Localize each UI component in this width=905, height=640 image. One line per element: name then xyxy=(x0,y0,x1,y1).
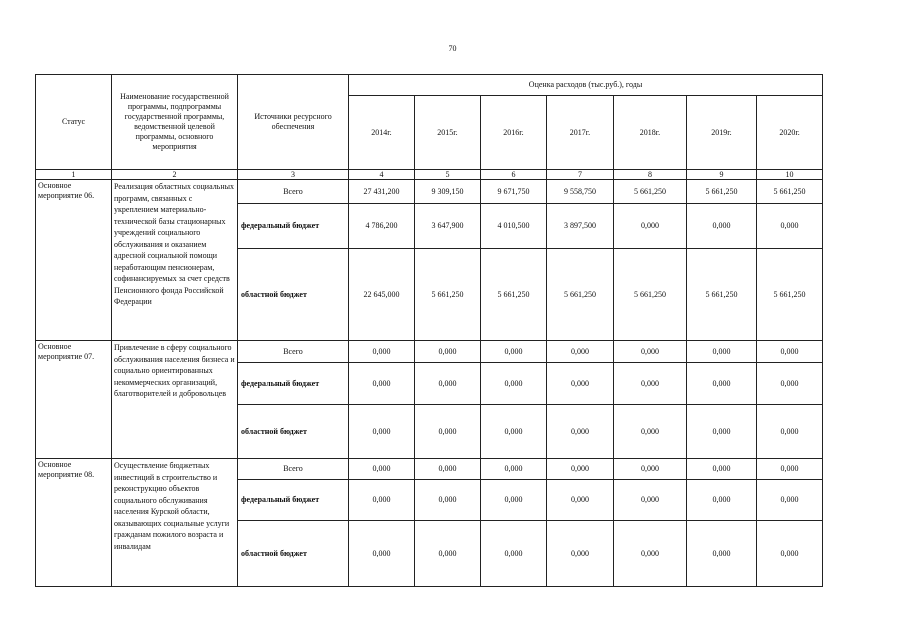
value-cell: 27 431,200 xyxy=(349,180,415,204)
value-cell: 5 661,250 xyxy=(757,249,823,341)
header-year: 2016г. xyxy=(481,96,547,170)
status-cell: Основное мероприятие 08. xyxy=(36,459,112,587)
column-number: 1 xyxy=(36,170,112,180)
value-cell: 5 661,250 xyxy=(614,249,687,341)
value-cell: 0,000 xyxy=(547,480,614,521)
value-cell: 0,000 xyxy=(481,480,547,521)
source-cell: областной бюджет xyxy=(238,405,349,459)
value-cell: 0,000 xyxy=(687,204,757,249)
column-number: 10 xyxy=(757,170,823,180)
value-cell: 0,000 xyxy=(349,341,415,363)
value-cell: 4 786,200 xyxy=(349,204,415,249)
value-cell: 0,000 xyxy=(415,459,481,480)
value-cell: 0,000 xyxy=(415,405,481,459)
value-cell: 0,000 xyxy=(547,459,614,480)
value-cell: 0,000 xyxy=(415,521,481,587)
header-year: 2020г. xyxy=(757,96,823,170)
value-cell: 9 309,150 xyxy=(415,180,481,204)
value-cell: 0,000 xyxy=(481,341,547,363)
value-cell: 0,000 xyxy=(614,521,687,587)
header-year: 2018г. xyxy=(614,96,687,170)
column-number: 5 xyxy=(415,170,481,180)
value-cell: 0,000 xyxy=(614,363,687,405)
value-cell: 0,000 xyxy=(481,459,547,480)
value-cell: 5 661,250 xyxy=(481,249,547,341)
expense-table xyxy=(35,74,823,587)
value-cell: 3 647,900 xyxy=(415,204,481,249)
value-cell: 0,000 xyxy=(687,363,757,405)
value-cell: 0,000 xyxy=(349,459,415,480)
source-cell: федеральный бюджет xyxy=(238,363,349,405)
value-cell: 0,000 xyxy=(481,521,547,587)
value-cell: 0,000 xyxy=(349,480,415,521)
column-number-row xyxy=(36,170,823,180)
value-cell: 22 645,000 xyxy=(349,249,415,341)
table-row xyxy=(36,459,823,480)
column-number: 9 xyxy=(687,170,757,180)
value-cell: 0,000 xyxy=(687,480,757,521)
value-cell: 0,000 xyxy=(757,363,823,405)
header-name: Наименование государственной программы, подпрограммы государственной программы, ведомственной целевой программы, основного мероприятия xyxy=(112,75,238,170)
source-cell: федеральный бюджет xyxy=(238,204,349,249)
source-cell: Всего xyxy=(238,341,349,363)
source-cell: Всего xyxy=(238,180,349,204)
program-name-cell: Реализация областных социальных программ, связанных с укреплением материально-технической базы стационарных учреждений социального обслуживания и оказанием адресной социальной помощи неработающим пенсионерам, софинансируемых за счет средств Пенсионного фонда Российской Федерации xyxy=(112,180,238,341)
value-cell: 5 661,250 xyxy=(547,249,614,341)
column-number: 7 xyxy=(547,170,614,180)
value-cell: 0,000 xyxy=(757,341,823,363)
status-cell: Основное мероприятие 06. xyxy=(36,180,112,341)
value-cell: 0,000 xyxy=(757,521,823,587)
header-year: 2019г. xyxy=(687,96,757,170)
column-number: 2 xyxy=(112,170,238,180)
value-cell: 0,000 xyxy=(757,459,823,480)
value-cell: 0,000 xyxy=(415,341,481,363)
column-number: 6 xyxy=(481,170,547,180)
value-cell: 0,000 xyxy=(547,363,614,405)
header-source: Источники ресурсного обеспечения xyxy=(238,75,349,170)
value-cell: 0,000 xyxy=(687,521,757,587)
value-cell: 0,000 xyxy=(614,204,687,249)
value-cell: 5 661,250 xyxy=(687,249,757,341)
value-cell: 0,000 xyxy=(614,480,687,521)
value-cell: 0,000 xyxy=(547,521,614,587)
value-cell: 0,000 xyxy=(481,363,547,405)
value-cell: 0,000 xyxy=(614,459,687,480)
source-cell: федеральный бюджет xyxy=(238,480,349,521)
value-cell: 0,000 xyxy=(614,405,687,459)
value-cell: 5 661,250 xyxy=(757,180,823,204)
value-cell: 5 661,250 xyxy=(614,180,687,204)
value-cell: 0,000 xyxy=(349,363,415,405)
value-cell: 0,000 xyxy=(547,405,614,459)
value-cell: 5 661,250 xyxy=(415,249,481,341)
value-cell: 0,000 xyxy=(614,341,687,363)
table-row xyxy=(36,341,823,363)
column-number: 3 xyxy=(238,170,349,180)
value-cell: 0,000 xyxy=(687,405,757,459)
value-cell: 0,000 xyxy=(349,521,415,587)
table-row xyxy=(36,180,823,204)
program-name-cell: Осуществление бюджетных инвестиций в строительство и реконструкцию объектов социального обслуживания населения Курской области, оказывающих социальные услуги гражданам пожилого возраста и инвалидам xyxy=(112,459,238,587)
program-name-cell: Привлечение в сферу социального обслуживания населения бизнеса и социально ориентированных некоммерческих организаций, благотворителей и добровольцев xyxy=(112,341,238,459)
value-cell: 0,000 xyxy=(687,459,757,480)
column-number: 8 xyxy=(614,170,687,180)
value-cell: 3 897,500 xyxy=(547,204,614,249)
column-number: 4 xyxy=(349,170,415,180)
header-year: 2017г. xyxy=(547,96,614,170)
value-cell: 0,000 xyxy=(757,480,823,521)
value-cell: 9 671,750 xyxy=(481,180,547,204)
value-cell: 0,000 xyxy=(481,405,547,459)
header-estimate: Оценка расходов (тыс.руб.), годы xyxy=(349,75,823,96)
source-cell: Всего xyxy=(238,459,349,480)
source-cell: областной бюджет xyxy=(238,249,349,341)
value-cell: 0,000 xyxy=(349,405,415,459)
page-number: 70 xyxy=(448,44,457,53)
value-cell: 0,000 xyxy=(415,363,481,405)
header-status: Статус xyxy=(36,75,112,170)
value-cell: 0,000 xyxy=(547,341,614,363)
source-cell: областной бюджет xyxy=(238,521,349,587)
status-cell: Основное мероприятие 07. xyxy=(36,341,112,459)
value-cell: 0,000 xyxy=(687,341,757,363)
value-cell: 0,000 xyxy=(415,480,481,521)
table-body xyxy=(36,75,823,587)
value-cell: 0,000 xyxy=(757,405,823,459)
value-cell: 9 558,750 xyxy=(547,180,614,204)
header-year: 2014г. xyxy=(349,96,415,170)
value-cell: 4 010,500 xyxy=(481,204,547,249)
value-cell: 5 661,250 xyxy=(687,180,757,204)
header-year: 2015г. xyxy=(415,96,481,170)
value-cell: 0,000 xyxy=(757,204,823,249)
